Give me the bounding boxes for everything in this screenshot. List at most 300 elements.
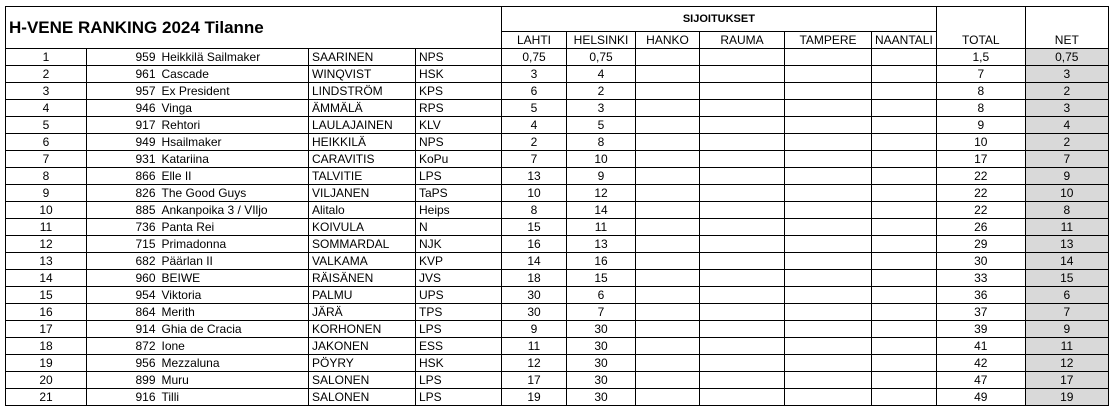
- total-cell: 36: [936, 287, 1025, 304]
- naantali-cell: [872, 219, 937, 236]
- rauma-cell: [700, 338, 785, 355]
- rank-cell: 18: [6, 338, 87, 355]
- rank-cell: 13: [6, 253, 87, 270]
- naantali-cell: [872, 270, 937, 287]
- rank-cell: 16: [6, 304, 87, 321]
- boat-name-cell: Viktoria: [159, 287, 309, 304]
- naantali-cell: [872, 253, 937, 270]
- rauma-cell: [700, 236, 785, 253]
- col-header-total: TOTAL: [936, 32, 1025, 49]
- rauma-cell: [700, 49, 785, 66]
- table-row: [6, 134, 1109, 151]
- naantali-cell: [872, 83, 937, 100]
- boat-name-cell: Muru: [159, 372, 309, 389]
- sail-number-cell: 956: [87, 355, 159, 372]
- rank-cell: 2: [6, 66, 87, 83]
- hanko-cell: [636, 66, 700, 83]
- hanko-cell: [636, 253, 700, 270]
- rauma-cell: [700, 287, 785, 304]
- club-cell: KoPu: [416, 151, 502, 168]
- tampere-cell: [785, 83, 872, 100]
- sail-number-cell: 954: [87, 287, 159, 304]
- naantali-cell: [872, 321, 937, 338]
- rank-cell: 4: [6, 100, 87, 117]
- club-cell: TaPS: [416, 185, 502, 202]
- naantali-cell: [872, 134, 937, 151]
- club-cell: KPS: [416, 83, 502, 100]
- rank-cell: 3: [6, 83, 87, 100]
- helsinki-cell: 3: [567, 100, 636, 117]
- net-cell: 10: [1025, 185, 1108, 202]
- net-cell: 19: [1025, 389, 1108, 406]
- naantali-cell: [872, 304, 937, 321]
- helsinki-cell: 30: [567, 338, 636, 355]
- skipper-cell: LINDSTRÖM: [309, 83, 416, 100]
- rauma-cell: [700, 117, 785, 134]
- helsinki-cell: 16: [567, 253, 636, 270]
- table-row: [6, 49, 1109, 66]
- sheet-title: H-VENE RANKING 2024 Tilanne: [6, 7, 502, 49]
- lahti-cell: 8: [502, 202, 567, 219]
- skipper-cell: CARAVITIS: [309, 151, 416, 168]
- table-row: [6, 389, 1109, 406]
- lahti-cell: 18: [502, 270, 567, 287]
- rauma-cell: [700, 100, 785, 117]
- table-row: [6, 100, 1109, 117]
- naantali-cell: [872, 66, 937, 83]
- hanko-cell: [636, 168, 700, 185]
- table-row: [6, 338, 1109, 355]
- skipper-cell: JÄRÄ: [309, 304, 416, 321]
- hanko-cell: [636, 270, 700, 287]
- skipper-cell: ÄMMÄLÄ: [309, 100, 416, 117]
- table-row: [6, 287, 1109, 304]
- lahti-cell: 15: [502, 219, 567, 236]
- boat-name-cell: Päärlan II: [159, 253, 309, 270]
- club-cell: LPS: [416, 321, 502, 338]
- total-cell: 10: [936, 134, 1025, 151]
- naantali-cell: [872, 338, 937, 355]
- rank-cell: 9: [6, 185, 87, 202]
- skipper-cell: PALMU: [309, 287, 416, 304]
- helsinki-cell: 4: [567, 66, 636, 83]
- header-row-1: [6, 7, 1109, 32]
- boat-name-cell: Hsailmaker: [159, 134, 309, 151]
- col-header-helsinki: HELSINKI: [567, 32, 636, 49]
- boat-name-cell: BEIWE: [159, 270, 309, 287]
- rauma-cell: [700, 83, 785, 100]
- tampere-cell: [785, 338, 872, 355]
- boat-name-cell: Elle II: [159, 168, 309, 185]
- table-row: [6, 185, 1109, 202]
- table-row: [6, 83, 1109, 100]
- net-header-spacer: [1025, 7, 1108, 32]
- club-cell: LPS: [416, 389, 502, 406]
- tampere-cell: [785, 287, 872, 304]
- lahti-cell: 14: [502, 253, 567, 270]
- boat-name-cell: Mezzaluna: [159, 355, 309, 372]
- boat-name-cell: Katariina: [159, 151, 309, 168]
- hanko-cell: [636, 321, 700, 338]
- total-cell: 39: [936, 321, 1025, 338]
- lahti-cell: 12: [502, 355, 567, 372]
- total-cell: 47: [936, 372, 1025, 389]
- hanko-cell: [636, 355, 700, 372]
- col-header-lahti: LAHTI: [502, 32, 567, 49]
- rank-cell: 7: [6, 151, 87, 168]
- ranking-table: [5, 6, 1109, 406]
- club-cell: HSK: [416, 66, 502, 83]
- lahti-cell: 16: [502, 236, 567, 253]
- rauma-cell: [700, 372, 785, 389]
- total-cell: 9: [936, 117, 1025, 134]
- rank-cell: 14: [6, 270, 87, 287]
- hanko-cell: [636, 304, 700, 321]
- tampere-cell: [785, 389, 872, 406]
- tampere-cell: [785, 168, 872, 185]
- net-cell: 15: [1025, 270, 1108, 287]
- helsinki-cell: 8: [567, 134, 636, 151]
- lahti-cell: 4: [502, 117, 567, 134]
- hanko-cell: [636, 219, 700, 236]
- rauma-cell: [700, 270, 785, 287]
- club-cell: KLV: [416, 117, 502, 134]
- rank-cell: 15: [6, 287, 87, 304]
- skipper-cell: KORHONEN: [309, 321, 416, 338]
- net-cell: 13: [1025, 236, 1108, 253]
- sail-number-cell: 899: [87, 372, 159, 389]
- helsinki-cell: 30: [567, 372, 636, 389]
- total-cell: 22: [936, 202, 1025, 219]
- table-row: [6, 219, 1109, 236]
- rauma-cell: [700, 66, 785, 83]
- rauma-cell: [700, 253, 785, 270]
- club-cell: LPS: [416, 372, 502, 389]
- rauma-cell: [700, 202, 785, 219]
- total-cell: 41: [936, 338, 1025, 355]
- club-cell: KVP: [416, 253, 502, 270]
- net-cell: 4: [1025, 117, 1108, 134]
- tampere-cell: [785, 151, 872, 168]
- table-row: [6, 168, 1109, 185]
- naantali-cell: [872, 355, 937, 372]
- sail-number-cell: 916: [87, 389, 159, 406]
- lahti-cell: 30: [502, 304, 567, 321]
- sail-number-cell: 872: [87, 338, 159, 355]
- skipper-cell: JAKONEN: [309, 338, 416, 355]
- helsinki-cell: 30: [567, 321, 636, 338]
- sail-number-cell: 864: [87, 304, 159, 321]
- hanko-cell: [636, 49, 700, 66]
- lahti-cell: 6: [502, 83, 567, 100]
- net-cell: 3: [1025, 66, 1108, 83]
- naantali-cell: [872, 185, 937, 202]
- table-row: [6, 372, 1109, 389]
- hanko-cell: [636, 338, 700, 355]
- tampere-cell: [785, 100, 872, 117]
- total-cell: 37: [936, 304, 1025, 321]
- net-cell: 11: [1025, 219, 1108, 236]
- net-cell: 9: [1025, 168, 1108, 185]
- sail-number-cell: 931: [87, 151, 159, 168]
- naantali-cell: [872, 372, 937, 389]
- boat-name-cell: The Good Guys: [159, 185, 309, 202]
- net-cell: 14: [1025, 253, 1108, 270]
- tampere-cell: [785, 134, 872, 151]
- total-cell: 1,5: [936, 49, 1025, 66]
- sail-number-cell: 946: [87, 100, 159, 117]
- rank-cell: 12: [6, 236, 87, 253]
- club-cell: NJK: [416, 236, 502, 253]
- sail-number-cell: 949: [87, 134, 159, 151]
- rank-cell: 21: [6, 389, 87, 406]
- hanko-cell: [636, 117, 700, 134]
- lahti-cell: 0,75: [502, 49, 567, 66]
- tampere-cell: [785, 372, 872, 389]
- sail-number-cell: 917: [87, 117, 159, 134]
- rauma-cell: [700, 168, 785, 185]
- col-header-net: NET: [1025, 32, 1108, 49]
- total-cell: 22: [936, 185, 1025, 202]
- boat-name-cell: Heikkilä Sailmaker: [159, 49, 309, 66]
- tampere-cell: [785, 321, 872, 338]
- rauma-cell: [700, 134, 785, 151]
- hanko-cell: [636, 372, 700, 389]
- rank-cell: 20: [6, 372, 87, 389]
- sail-number-cell: 736: [87, 219, 159, 236]
- lahti-cell: 3: [502, 66, 567, 83]
- tampere-cell: [785, 304, 872, 321]
- net-cell: 2: [1025, 83, 1108, 100]
- lahti-cell: 10: [502, 185, 567, 202]
- net-cell: 17: [1025, 372, 1108, 389]
- club-cell: LPS: [416, 168, 502, 185]
- rank-cell: 19: [6, 355, 87, 372]
- naantali-cell: [872, 151, 937, 168]
- sail-number-cell: 885: [87, 202, 159, 219]
- lahti-cell: 17: [502, 372, 567, 389]
- club-cell: NPS: [416, 134, 502, 151]
- hanko-cell: [636, 83, 700, 100]
- helsinki-cell: 12: [567, 185, 636, 202]
- club-cell: Heips: [416, 202, 502, 219]
- helsinki-cell: 10: [567, 151, 636, 168]
- total-cell: 30: [936, 253, 1025, 270]
- tampere-cell: [785, 49, 872, 66]
- lahti-cell: 7: [502, 151, 567, 168]
- net-cell: 7: [1025, 304, 1108, 321]
- helsinki-cell: 2: [567, 83, 636, 100]
- table-row: [6, 66, 1109, 83]
- skipper-cell: WINQVIST: [309, 66, 416, 83]
- rank-cell: 1: [6, 49, 87, 66]
- rank-cell: 8: [6, 168, 87, 185]
- table-row: [6, 151, 1109, 168]
- club-cell: TPS: [416, 304, 502, 321]
- boat-name-cell: Panta Rei: [159, 219, 309, 236]
- sail-number-cell: 914: [87, 321, 159, 338]
- rauma-cell: [700, 355, 785, 372]
- club-cell: N: [416, 219, 502, 236]
- rauma-cell: [700, 304, 785, 321]
- helsinki-cell: 14: [567, 202, 636, 219]
- naantali-cell: [872, 236, 937, 253]
- table-row: [6, 253, 1109, 270]
- sail-number-cell: 715: [87, 236, 159, 253]
- tampere-cell: [785, 236, 872, 253]
- net-cell: 6: [1025, 287, 1108, 304]
- table-row: [6, 236, 1109, 253]
- naantali-cell: [872, 202, 937, 219]
- net-cell: 9: [1025, 321, 1108, 338]
- sail-number-cell: 957: [87, 83, 159, 100]
- lahti-cell: 2: [502, 134, 567, 151]
- hanko-cell: [636, 287, 700, 304]
- total-header-spacer: [936, 7, 1025, 32]
- net-cell: 7: [1025, 151, 1108, 168]
- helsinki-cell: 5: [567, 117, 636, 134]
- skipper-cell: PÖYRY: [309, 355, 416, 372]
- rank-cell: 11: [6, 219, 87, 236]
- boat-name-cell: Primadonna: [159, 236, 309, 253]
- helsinki-cell: 11: [567, 219, 636, 236]
- hanko-cell: [636, 134, 700, 151]
- helsinki-cell: 6: [567, 287, 636, 304]
- skipper-cell: TALVITIE: [309, 168, 416, 185]
- total-cell: 33: [936, 270, 1025, 287]
- tampere-cell: [785, 270, 872, 287]
- lahti-cell: 11: [502, 338, 567, 355]
- rank-cell: 10: [6, 202, 87, 219]
- club-cell: JVS: [416, 270, 502, 287]
- hanko-cell: [636, 185, 700, 202]
- rank-cell: 17: [6, 321, 87, 338]
- helsinki-cell: 30: [567, 355, 636, 372]
- net-cell: 8: [1025, 202, 1108, 219]
- tampere-cell: [785, 117, 872, 134]
- total-cell: 8: [936, 100, 1025, 117]
- total-cell: 26: [936, 219, 1025, 236]
- helsinki-cell: 15: [567, 270, 636, 287]
- helsinki-cell: 30: [567, 389, 636, 406]
- naantali-cell: [872, 49, 937, 66]
- hanko-cell: [636, 236, 700, 253]
- lahti-cell: 30: [502, 287, 567, 304]
- tampere-cell: [785, 253, 872, 270]
- skipper-cell: SALONEN: [309, 389, 416, 406]
- skipper-cell: HEIKKILÄ: [309, 134, 416, 151]
- net-cell: 2: [1025, 134, 1108, 151]
- skipper-cell: SAARINEN: [309, 49, 416, 66]
- boat-name-cell: Merith: [159, 304, 309, 321]
- helsinki-cell: 9: [567, 168, 636, 185]
- club-cell: RPS: [416, 100, 502, 117]
- sail-number-cell: 826: [87, 185, 159, 202]
- boat-name-cell: Ankanpoika 3 / VIljo: [159, 202, 309, 219]
- group-header-sijoitukset: SIJOITUKSET: [502, 7, 937, 32]
- rank-cell: 6: [6, 134, 87, 151]
- hanko-cell: [636, 389, 700, 406]
- net-cell: 0,75: [1025, 49, 1108, 66]
- boat-name-cell: Vinga: [159, 100, 309, 117]
- helsinki-cell: 7: [567, 304, 636, 321]
- boat-name-cell: Rehtori: [159, 117, 309, 134]
- col-header-tampere: TAMPERE: [785, 32, 872, 49]
- club-cell: NPS: [416, 49, 502, 66]
- boat-name-cell: Ione: [159, 338, 309, 355]
- skipper-cell: VILJANEN: [309, 185, 416, 202]
- rauma-cell: [700, 151, 785, 168]
- hanko-cell: [636, 151, 700, 168]
- naantali-cell: [872, 287, 937, 304]
- total-cell: 7: [936, 66, 1025, 83]
- tampere-cell: [785, 66, 872, 83]
- table-row: [6, 202, 1109, 219]
- hanko-cell: [636, 202, 700, 219]
- rank-cell: 5: [6, 117, 87, 134]
- rauma-cell: [700, 219, 785, 236]
- club-cell: HSK: [416, 355, 502, 372]
- sail-number-cell: 682: [87, 253, 159, 270]
- total-cell: 29: [936, 236, 1025, 253]
- naantali-cell: [872, 100, 937, 117]
- rauma-cell: [700, 185, 785, 202]
- hanko-cell: [636, 100, 700, 117]
- table-row: [6, 304, 1109, 321]
- naantali-cell: [872, 168, 937, 185]
- skipper-cell: KOIVULA: [309, 219, 416, 236]
- total-cell: 17: [936, 151, 1025, 168]
- boat-name-cell: Cascade: [159, 66, 309, 83]
- tampere-cell: [785, 202, 872, 219]
- sail-number-cell: 961: [87, 66, 159, 83]
- sail-number-cell: 960: [87, 270, 159, 287]
- lahti-cell: 5: [502, 100, 567, 117]
- skipper-cell: SALONEN: [309, 372, 416, 389]
- total-cell: 42: [936, 355, 1025, 372]
- col-header-rauma: RAUMA: [700, 32, 785, 49]
- naantali-cell: [872, 389, 937, 406]
- boat-name-cell: Ghia de Cracia: [159, 321, 309, 338]
- skipper-cell: RÄISÄNEN: [309, 270, 416, 287]
- net-cell: 11: [1025, 338, 1108, 355]
- total-cell: 22: [936, 168, 1025, 185]
- boat-name-cell: Ex President: [159, 83, 309, 100]
- sail-number-cell: 959: [87, 49, 159, 66]
- table-row: [6, 117, 1109, 134]
- helsinki-cell: 0,75: [567, 49, 636, 66]
- skipper-cell: SOMMARDAL: [309, 236, 416, 253]
- boat-name-cell: Tilli: [159, 389, 309, 406]
- net-cell: 12: [1025, 355, 1108, 372]
- total-cell: 8: [936, 83, 1025, 100]
- table-row: [6, 270, 1109, 287]
- lahti-cell: 19: [502, 389, 567, 406]
- total-cell: 49: [936, 389, 1025, 406]
- col-header-hanko: HANKO: [636, 32, 700, 49]
- skipper-cell: LAULAJAINEN: [309, 117, 416, 134]
- naantali-cell: [872, 117, 937, 134]
- table-row: [6, 355, 1109, 372]
- tampere-cell: [785, 355, 872, 372]
- sail-number-cell: 866: [87, 168, 159, 185]
- skipper-cell: VALKAMA: [309, 253, 416, 270]
- skipper-cell: Alitalo: [309, 202, 416, 219]
- lahti-cell: 13: [502, 168, 567, 185]
- rauma-cell: [700, 389, 785, 406]
- helsinki-cell: 13: [567, 236, 636, 253]
- net-cell: 3: [1025, 100, 1108, 117]
